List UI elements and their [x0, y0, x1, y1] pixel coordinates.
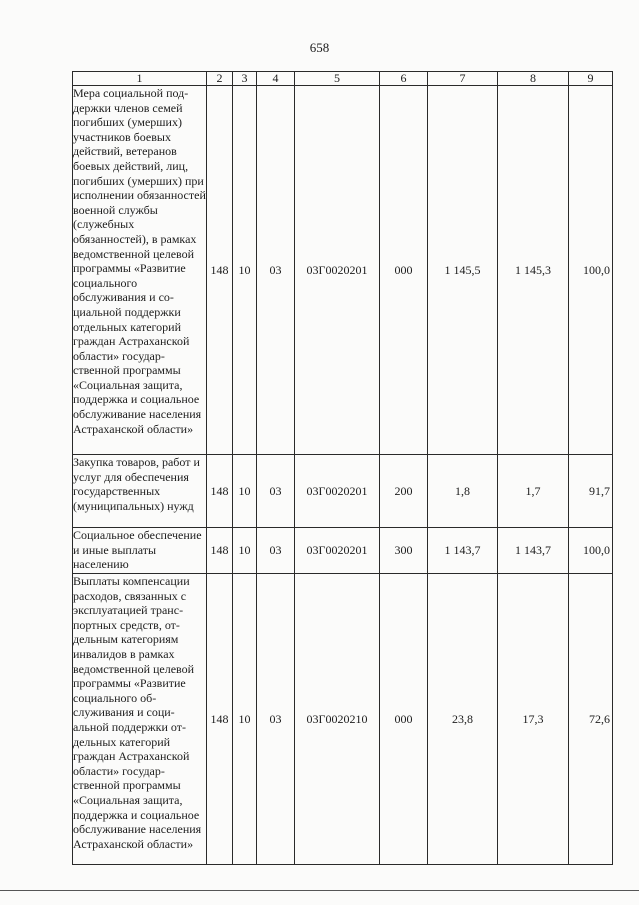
executed-amount: 17,3 — [498, 574, 569, 865]
execution-percent: 91,7 — [569, 455, 613, 528]
column-header: 5 — [295, 72, 380, 86]
target-article-code: 03Г0020201 — [295, 86, 380, 455]
section-code: 10 — [233, 86, 257, 455]
column-header: 2 — [207, 72, 233, 86]
target-article-code: 03Г0020201 — [295, 528, 380, 574]
expense-description: Закупка товаров, работ и услуг для обеспечения государственных (муниципальных) нужд — [73, 455, 207, 528]
subsection-code: 03 — [257, 455, 295, 528]
subsection-code: 03 — [257, 528, 295, 574]
expense-description: Социальное обеспечение и иные выплаты населению — [73, 528, 207, 574]
page-bottom-edge — [0, 890, 639, 891]
expense-type-code: 000 — [380, 86, 428, 455]
execution-percent: 100,0 — [569, 86, 613, 455]
planned-amount: 1 145,5 — [428, 86, 498, 455]
table-row — [73, 455, 613, 528]
table-row — [73, 528, 613, 574]
subsection-code: 03 — [257, 574, 295, 865]
section-code: 10 — [233, 455, 257, 528]
section-code: 10 — [233, 528, 257, 574]
execution-percent: 100,0 — [569, 528, 613, 574]
column-header: 1 — [73, 72, 207, 86]
planned-amount: 23,8 — [428, 574, 498, 865]
subsection-code: 03 — [257, 86, 295, 455]
expense-description: Выплаты компенсации расходов, связанных с эксплуатацией транспортных средств, отдельным категориям инвалидов в рамках ведомственной целевой программы «Развитие социального обслуживания и социальной поддержки отдельных категорий граждан Астраханской области» государственной программы «Социальная защита, поддержка и социальное обслуживание населения Астраханской области» — [73, 574, 207, 865]
executed-amount: 1,7 — [498, 455, 569, 528]
planned-amount: 1 143,7 — [428, 528, 498, 574]
target-article-code: 03Г0020201 — [295, 455, 380, 528]
column-header: 8 — [498, 72, 569, 86]
expense-type-code: 200 — [380, 455, 428, 528]
column-header: 6 — [380, 72, 428, 86]
section-code: 10 — [233, 574, 257, 865]
column-header: 7 — [428, 72, 498, 86]
target-article-code: 03Г0020210 — [295, 574, 380, 865]
executed-amount: 1 145,3 — [498, 86, 569, 455]
ministry-code: 148 — [207, 86, 233, 455]
column-header: 4 — [257, 72, 295, 86]
table-row — [73, 86, 613, 455]
planned-amount: 1,8 — [428, 455, 498, 528]
ministry-code: 148 — [207, 528, 233, 574]
expense-type-code: 000 — [380, 574, 428, 865]
ministry-code: 148 — [207, 455, 233, 528]
ministry-code: 148 — [207, 574, 233, 865]
execution-percent: 72,6 — [569, 574, 613, 865]
expense-type-code: 300 — [380, 528, 428, 574]
column-header: 9 — [569, 72, 613, 86]
executed-amount: 1 143,7 — [498, 528, 569, 574]
table-header-row — [73, 72, 613, 86]
table-row — [73, 574, 613, 865]
budget-table — [72, 71, 613, 865]
page-number: 658 — [309, 40, 330, 55]
column-header: 3 — [233, 72, 257, 86]
expense-description: Мера социальной поддержки членов семей погибших (умерших) участников боевых действий, ветеранов боевых действий, лиц, погибших (умерших) при исполнении обязанностей военной службы (служебных обязанностей), в рамках ведомственной целевой программы «Развитие социального обслуживания и социальной поддержки отдельных категорий граждан Астраханской области» государственной программы «Социальная защита, поддержка и социальное обслуживание населения Астраханской области» — [73, 86, 207, 455]
